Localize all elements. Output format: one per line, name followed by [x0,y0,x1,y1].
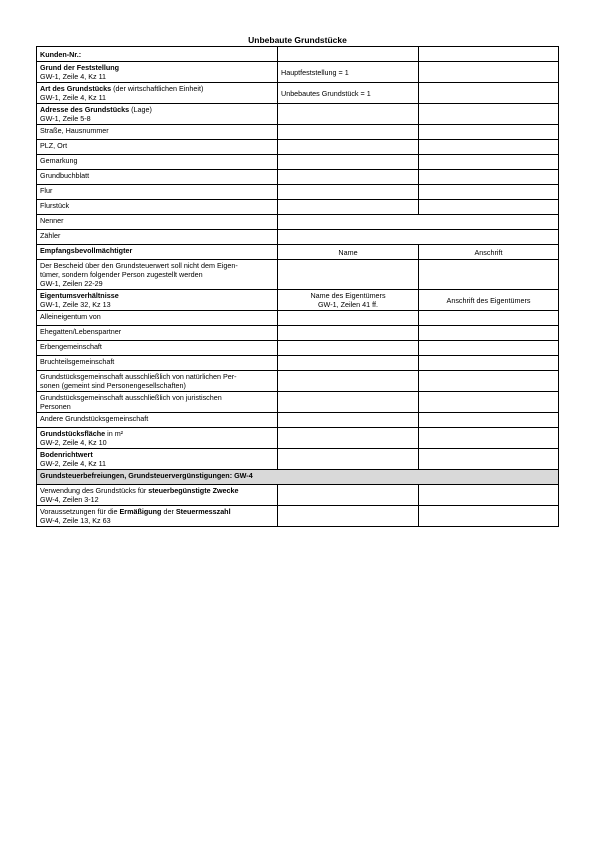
form-cell[interactable] [419,371,559,392]
flur-label: Flur [37,185,278,200]
natuerlich-line2: sonen (gemeint sind Personengesellschaften) [40,381,186,390]
art-value[interactable]: Unbebautes Grundstück = 1 [278,83,419,104]
empfang-anschrift-header: Anschrift [419,245,559,260]
row-label [37,449,278,470]
grund-label: Grund der Feststellung [40,63,120,72]
eigentum-label: Eigentumsverhältnisse [40,291,119,300]
natuerlich-line1: Grundstücksgemeinschaft ausschließlich von natürlichen Per- [40,372,237,381]
boden-sub: GW-2, Zeile 4, Kz 11 [40,459,107,468]
row-label [37,371,278,392]
row-label [37,260,278,290]
eigentum-name-line2: GW-1, Zeilen 41 ff. [317,300,379,309]
table-row [37,485,559,506]
form-cell[interactable] [278,155,419,170]
table-row [37,245,559,260]
form-cell[interactable] [419,413,559,428]
form-cell[interactable] [419,485,559,506]
bescheid-sub: GW-1, Zeilen 22-29 [40,279,103,288]
table-row [37,62,559,83]
form-cell[interactable] [278,371,419,392]
form-cell[interactable] [419,311,559,326]
form-cell[interactable] [278,392,419,413]
form-cell[interactable] [419,155,559,170]
form-cell[interactable] [419,62,559,83]
form-cell[interactable] [419,449,559,470]
table-row [37,83,559,104]
form-cell[interactable] [419,83,559,104]
zaehler-label: Zähler [37,230,278,245]
table-row [37,215,559,230]
table-row [37,311,559,326]
form-cell[interactable] [278,326,419,341]
table-row [37,185,559,200]
form-cell[interactable] [419,341,559,356]
art-sub: GW-1, Zeile 4, Kz 11 [40,93,107,102]
row-label [37,62,278,83]
table-row [37,260,559,290]
row-label [37,83,278,104]
grund-value[interactable]: Hauptfeststellung = 1 [278,62,419,83]
table-row [37,230,559,245]
row-label [37,290,278,311]
juristisch-line2: Personen [40,402,71,411]
form-cell[interactable] [278,356,419,371]
plz-label: PLZ, Ort [37,140,278,155]
juristisch-line1: Grundstücksgemeinschaft ausschließlich von juristischen [40,393,222,402]
flaeche-sub: GW-2, Zeile 4, Kz 10 [40,438,107,447]
form-cell[interactable] [419,506,559,527]
empfang-label: Empfangsbevollmächtigter [37,245,278,260]
table-row [37,290,559,311]
row-label [37,506,278,527]
form-cell[interactable] [278,230,559,245]
table-row [37,170,559,185]
verwendung-prefix: Verwendung des Grundstücks für [40,486,149,495]
form-cell[interactable] [278,485,419,506]
form-cell[interactable] [419,260,559,290]
bruchteil-label: Bruchteilsgemeinschaft [37,356,278,371]
form-cell[interactable] [278,125,419,140]
voraussetzung-bold1: Ermäßigung [119,507,162,516]
form-cell[interactable] [278,449,419,470]
strasse-label: Straße, Hausnummer [37,125,278,140]
table-row [37,371,559,392]
property-form-table [36,46,559,527]
form-cell[interactable] [278,215,559,230]
row-label [37,104,278,125]
table-row [37,125,559,140]
allein-label: Alleineigentum von [37,311,278,326]
table-row [37,341,559,356]
form-cell[interactable] [419,326,559,341]
form-cell[interactable] [419,428,559,449]
grund-sub: GW-1, Zeile 4, Kz 11 [40,72,107,81]
row-label [37,428,278,449]
erben-label: Erbengemeinschaft [37,341,278,356]
befreiung-section-header: Grundsteuerbefreiungen, Grundsteuervergünstigungen: GW-4 [37,470,559,485]
adresse-sub: GW-1, Zeile 5-8 [40,114,91,123]
page-title: Unbebaute Grundstücke [248,35,347,45]
form-cell[interactable] [419,104,559,125]
form-cell[interactable] [278,140,419,155]
andere-label: Andere Grundstücksgemeinschaft [37,413,278,428]
eigentum-anschrift-header: Anschrift des Eigentümers [419,290,559,311]
form-cell[interactable] [419,200,559,215]
grundbuchblatt-label: Grundbuchblatt [37,170,278,185]
boden-label: Bodenrichtwert [40,450,93,459]
voraussetzung-middle: der [161,507,176,516]
table-row [37,47,559,62]
section-header-row [37,470,559,485]
eigentum-name-header [278,290,419,311]
table-row [37,506,559,527]
form-cell[interactable] [419,356,559,371]
eigentum-sub: GW-1, Zeile 32, Kz 13 [40,300,111,309]
form-cell[interactable] [419,392,559,413]
voraussetzung-sub: GW-4, Zeile 13, Kz 63 [40,516,111,525]
art-label: Art des Grundstücks [40,84,112,93]
form-cell[interactable] [278,104,419,125]
table-row [37,140,559,155]
table-row [37,326,559,341]
ehegatten-label: Ehegatten/Lebenspartner [37,326,278,341]
adresse-label-suffix: (Lage) [129,105,152,114]
form-cell[interactable] [278,260,419,290]
customer-number-label: Kunden-Nr.: [37,47,278,62]
form-cell[interactable] [419,170,559,185]
form-cell[interactable] [278,185,419,200]
verwendung-sub: GW-4, Zeilen 3-12 [40,495,99,504]
form-cell[interactable] [419,140,559,155]
form-cell[interactable] [419,47,559,62]
adresse-label: Adresse des Grundstücks [40,105,130,114]
form-cell[interactable] [278,506,419,527]
flaeche-label: Grundstücksfläche [40,429,106,438]
form-cell[interactable] [278,341,419,356]
table-row [37,155,559,170]
voraussetzung-prefix: Voraussetzungen für die [40,507,120,516]
nenner-label: Nenner [37,215,278,230]
table-row [37,356,559,371]
art-label-suffix: (der wirtschaftlichen Einheit) [111,84,204,93]
bescheid-line2: tümer, sondern folgender Person zugestellt werden [40,270,203,279]
form-cell[interactable] [278,413,419,428]
form-cell[interactable] [278,200,419,215]
table-row [37,392,559,413]
voraussetzung-bold2: Steuermesszahl [175,507,231,516]
flaeche-label-suffix: in m² [105,429,124,438]
eigentum-name-line1: Name des Eigentümers [310,291,386,300]
form-cell[interactable] [278,47,419,62]
row-label [37,485,278,506]
form-cell[interactable] [419,125,559,140]
table-row [37,449,559,470]
gemarkung-label: Gemarkung [37,155,278,170]
verwendung-bold: steuerbegünstigte Zwecke [148,486,239,495]
bescheid-line1: Der Bescheid über den Grundsteuerwert soll nicht dem Eigen- [40,261,238,270]
table-row [37,428,559,449]
form-cell[interactable] [419,185,559,200]
table-row [37,200,559,215]
form-cell[interactable] [278,428,419,449]
row-label [37,392,278,413]
table-row [37,104,559,125]
form-cell[interactable] [278,170,419,185]
flurstueck-label: Flurstück [37,200,278,215]
form-cell[interactable] [278,311,419,326]
table-row [37,413,559,428]
empfang-name-header: Name [278,245,419,260]
